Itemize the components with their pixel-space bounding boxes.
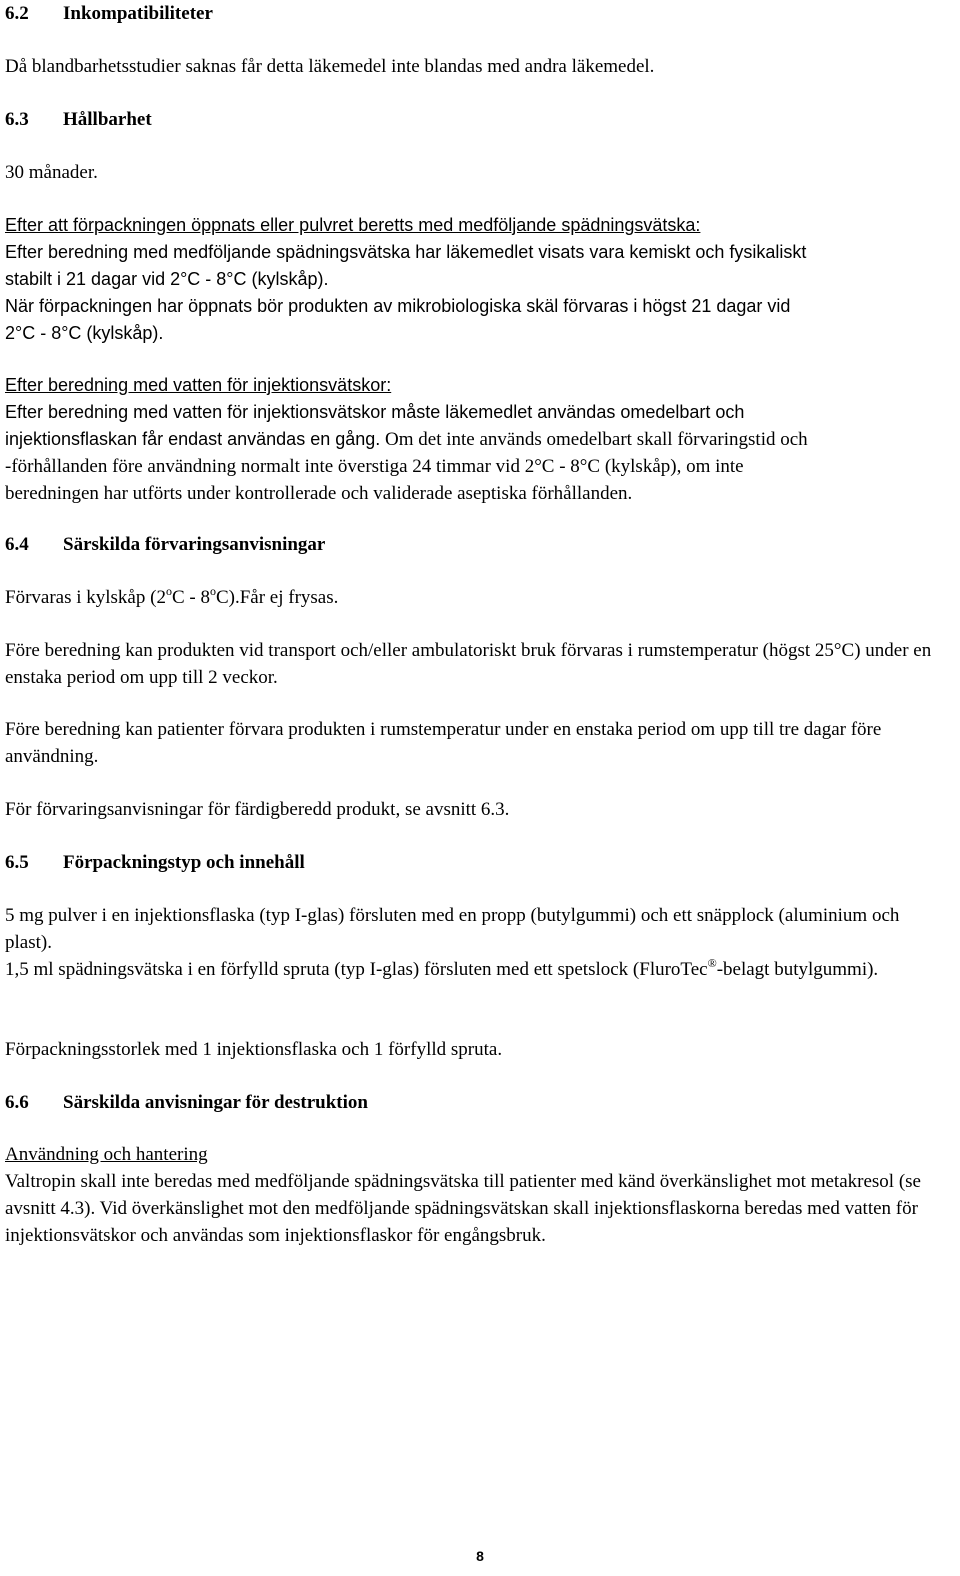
- paragraph: För förvaringsanvisningar för färdigberedd produkt, se avsnitt 6.3.: [5, 799, 510, 820]
- text-line: beredningen har utförts under kontrollerade och validerade aseptiska förhållanden.: [5, 483, 633, 504]
- section-number: 6.5: [5, 852, 29, 873]
- after-opening-block: [5, 212, 955, 347]
- text-line: -förhållanden före användning normalt inte överstiga 24 timmar vid 2°C - 8°C (kylskåp), om inte: [5, 456, 744, 477]
- section-number: 6.3: [5, 109, 29, 130]
- section-number: 6.4: [5, 534, 29, 555]
- paragraph: Före beredning kan produkten vid transport och/eller ambulatoriskt bruk förvaras i rumstemperatur (högst 25°C) under en enstaka period om upp till 2 veckor.: [5, 640, 932, 688]
- section-title: Inkompatibiliteter: [63, 3, 213, 24]
- text-line: När förpackningen har öppnats bör produkten av mikrobiologiska skäl förvaras i högst 21 dagar vid: [5, 296, 791, 316]
- subheading: Efter att förpackningen öppnats eller pulvret beretts med medföljande spädningsvätska:: [5, 215, 701, 235]
- paragraph: Då blandbarhetsstudier saknas får detta läkemedel inte blandas med andra läkemedel.: [5, 56, 655, 77]
- section-number: 6.2: [5, 3, 29, 24]
- text-line: [5, 426, 955, 453]
- paragraph: Före beredning kan patienter förvara produkten i rumstemperatur under en enstaka period om upp till tre dagar före användning.: [5, 719, 882, 767]
- section-number: 6.6: [5, 1092, 29, 1113]
- paragraph: Förpackningsstorlek med 1 injektionsflaska och 1 förfylld spruta.: [5, 1039, 503, 1060]
- text-segment: injektionsflaskan får endast användas en gång.: [5, 429, 381, 449]
- section-title: Hållbarhet: [63, 109, 152, 130]
- section-heading-6-4: [5, 531, 325, 558]
- paragraph: [5, 956, 950, 983]
- storage-paragraph: [5, 584, 338, 611]
- section-heading-6-3: [5, 106, 152, 133]
- degree-sup: o: [209, 584, 216, 598]
- text-segment: Om det inte används omedelbart skall förvaringstid och: [385, 429, 808, 450]
- section-heading-6-5: [5, 849, 305, 876]
- text-segment: 1,5 ml spädningsvätska i en förfylld spruta (typ I-glas) försluten med ett spetslock (FluroTec: [5, 959, 708, 980]
- text-segment: C).Får ej frysas.: [215, 587, 339, 608]
- text-segment: Förvaras i kylskåp (2: [5, 587, 166, 608]
- section-title: Förpackningstyp och innehåll: [63, 852, 305, 873]
- text-line: 2°C - 8°C (kylskåp).: [5, 323, 164, 343]
- text-line: Efter beredning med vatten för injektionsvätskor måste läkemedlet användas omedelbart och: [5, 402, 745, 422]
- paragraph: Valtropin skall inte beredas med medföljande spädningsvätska till patienter med känd överkänslighet mot metakresol (se avsnitt 4.3). Vid överkänslighet mot den medföljande spädningsvätskan skall injektionsflaskorna beredas med vatten för injektionsvätskor och användas som injektionsflaskor för engångsbruk.: [5, 1171, 921, 1246]
- text-line: stabilt i 21 dagar vid 2°C - 8°C (kylskåp).: [5, 269, 329, 289]
- section-heading-6-6: [5, 1089, 368, 1116]
- page-number: 8: [476, 1548, 484, 1564]
- subheading: Användning och hantering: [5, 1144, 208, 1165]
- water-reconstitution-block: [5, 372, 955, 507]
- text-segment: -belagt butylgummi).: [716, 959, 879, 980]
- text-line: Efter beredning med medföljande spädningsvätska har läkemedlet visats vara kemiskt och fysikaliskt: [5, 242, 807, 262]
- paragraph: 5 mg pulver i en injektionsflaska (typ I-glas) försluten med en propp (butylgummi) och ett snäpplock (aluminium och plast).: [5, 905, 900, 953]
- section-heading-6-2: [5, 0, 213, 27]
- degree-sup: o: [165, 584, 172, 598]
- text-segment: C - 8: [171, 587, 210, 608]
- subheading: Efter beredning med vatten för injektionsvätskor:: [5, 375, 392, 395]
- paragraph: 30 månader.: [5, 162, 98, 183]
- registered-mark: ®: [707, 956, 717, 970]
- section-title: Särskilda anvisningar för destruktion: [63, 1092, 368, 1113]
- section-title: Särskilda förvaringsanvisningar: [63, 534, 326, 555]
